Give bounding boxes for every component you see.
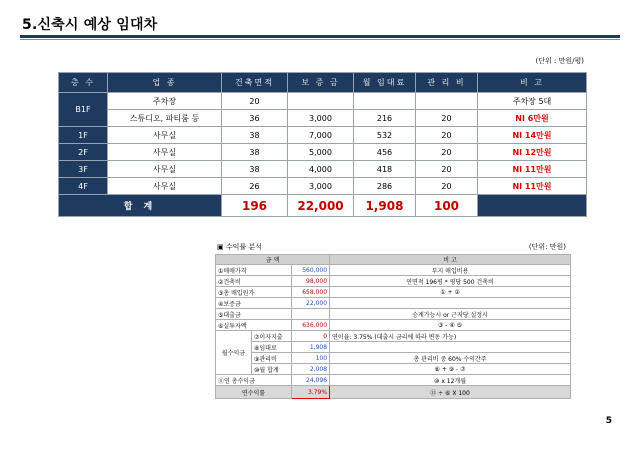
mgmt-cell: 20 [416, 127, 478, 144]
mgmt-cell [416, 93, 478, 110]
final-yield-label: 연수익률 [216, 386, 292, 399]
table-row [59, 110, 587, 127]
area-cell: 38 [222, 161, 288, 178]
note-cell: NI 12만원 [478, 144, 587, 161]
note-cell: NI 11만원 [478, 178, 587, 195]
final-yield-note: ⑪ ÷ ⑥ X 100 [330, 386, 571, 399]
row-label: ⑦이자지출 [252, 331, 292, 342]
table-row [59, 161, 587, 178]
total-mgmt: 100 [416, 195, 478, 217]
rent-cell: 286 [354, 178, 416, 195]
title-divider [20, 35, 620, 38]
col-area: 건축면적 [222, 73, 288, 93]
col-use: 업 종 [108, 73, 222, 93]
total-row [59, 195, 587, 217]
title-divider-thin [20, 39, 620, 40]
table-row [216, 287, 571, 298]
area-cell: 38 [222, 144, 288, 161]
row-note: ① + ② [330, 287, 571, 298]
lease-table [58, 72, 587, 217]
area-cell: 20 [222, 93, 288, 110]
lease-table-header [59, 73, 587, 93]
final-yield-value: 3.79% [292, 386, 330, 399]
total-note-empty [478, 195, 587, 217]
rent-cell: 456 [354, 144, 416, 161]
page-title: 5.신축시 예상 임대차 [22, 17, 158, 33]
table-row [216, 375, 571, 386]
area-cell: 38 [222, 127, 288, 144]
row-value: 22,000 [292, 298, 330, 309]
col-mgmt: 관 리 비 [416, 73, 478, 93]
use-cell: 사무실 [108, 144, 222, 161]
use-cell: 주차장 [108, 93, 222, 110]
table-row [59, 178, 587, 195]
row-label: ⑩월 합계 [252, 364, 292, 375]
yield-title: ▣ 수익률 분석 [217, 243, 262, 251]
table-row [216, 331, 571, 342]
table-row [59, 144, 587, 161]
mgmt-cell: 20 [416, 144, 478, 161]
deposit-cell: 5,000 [288, 144, 354, 161]
note-cell: NI 6만원 [478, 110, 587, 127]
area-cell: 26 [222, 178, 288, 195]
row-value: 2,008 [292, 364, 330, 375]
total-label: 합 계 [59, 195, 222, 217]
unit-note: (단위 : 만원/평) [535, 57, 584, 65]
deposit-cell: 4,000 [288, 161, 354, 178]
row-label: ②건축비 [216, 276, 292, 287]
amount-header: 금 액 [216, 255, 330, 265]
final-yield-row [216, 386, 571, 399]
use-cell: 사무실 [108, 178, 222, 195]
area-cell: 36 [222, 110, 288, 127]
row-value: 560,000 [292, 265, 330, 276]
total-area: 196 [222, 195, 288, 217]
col-rent: 월 임대료 [354, 73, 416, 93]
deposit-cell: 7,000 [288, 127, 354, 144]
total-rent: 1,908 [354, 195, 416, 217]
yield-table [215, 254, 571, 399]
page-number: 5 [605, 416, 612, 426]
row-value [292, 309, 330, 320]
mgmt-cell: 20 [416, 161, 478, 178]
col-floor: 층 수 [59, 73, 108, 93]
deposit-cell: 3,000 [288, 110, 354, 127]
row-value: 0 [292, 331, 330, 342]
row-note: ⑧ + ⑨ - ⑦ [330, 364, 571, 375]
rent-cell: 418 [354, 161, 416, 178]
row-value: 1,908 [292, 342, 330, 353]
floor-cell: 1F [59, 127, 108, 144]
row-value: 658,000 [292, 287, 330, 298]
floor-cell: B1F [59, 93, 108, 127]
note-header: 비 고 [330, 255, 571, 265]
row-label: ③총 매입원가 [216, 287, 292, 298]
row-note [330, 298, 571, 309]
rent-cell: 532 [354, 127, 416, 144]
row-label: ⑧임대료 [252, 342, 292, 353]
rent-cell [354, 93, 416, 110]
row-value: 636,000 [292, 320, 330, 331]
yield-table-header [216, 255, 571, 265]
group-label: 월수익금 [216, 331, 252, 375]
mgmt-cell: 20 [416, 110, 478, 127]
use-cell: 사무실 [108, 127, 222, 144]
use-cell: 사무실 [108, 161, 222, 178]
table-row [216, 353, 571, 364]
row-note: 부지 매입비용 [330, 265, 571, 276]
yield-unit: (단위: 만원) [528, 243, 566, 251]
table-row [216, 265, 571, 276]
deposit-cell [288, 93, 354, 110]
row-label: ⑨관리비 [252, 353, 292, 364]
row-label: ⑥실투자액 [216, 320, 292, 331]
note-cell: 주차장 5대 [478, 93, 587, 110]
row-label: ①매매가격 [216, 265, 292, 276]
total-deposit: 22,000 [288, 195, 354, 217]
row-note: ⑩ x 12개월 [330, 375, 571, 386]
floor-cell: 4F [59, 178, 108, 195]
table-row [216, 364, 571, 375]
deposit-cell: 3,000 [288, 178, 354, 195]
row-label: ④보증금 [216, 298, 292, 309]
row-value: 24,096 [292, 375, 330, 386]
floor-cell: 2F [59, 144, 108, 161]
table-row [216, 342, 571, 353]
note-cell: NI 11만원 [478, 161, 587, 178]
row-note: 승계가능시 or 근저당 설정시 [330, 309, 571, 320]
use-cell: 스튜디오, 파티룸 등 [108, 110, 222, 127]
row-note: 연면적 196평 * 평당 500 건축비 [330, 276, 571, 287]
col-note: 비 고 [478, 73, 587, 93]
table-row [216, 298, 571, 309]
col-deposit: 보 증 금 [288, 73, 354, 93]
mgmt-cell: 20 [416, 178, 478, 195]
row-note: 연이율: 3.75% (대출시 금리에 따라 변동 가능) [330, 331, 571, 342]
note-cell: NI 14만원 [478, 127, 587, 144]
row-note [330, 342, 571, 353]
row-value: 98,000 [292, 276, 330, 287]
row-label: ⑪연 총수익금 [216, 375, 292, 386]
table-row [59, 127, 587, 144]
row-note: ③ - ④ ⑤ [330, 320, 571, 331]
rent-cell: 216 [354, 110, 416, 127]
floor-cell: 3F [59, 161, 108, 178]
yield-header [215, 240, 570, 254]
table-row [59, 93, 587, 110]
row-label: ⑤대출금 [216, 309, 292, 320]
row-value: 100 [292, 353, 330, 364]
table-row [216, 276, 571, 287]
table-row [216, 309, 571, 320]
yield-analysis [215, 240, 570, 408]
table-row [216, 320, 571, 331]
row-note: 총 관리비 중 60% 수익간주 [330, 353, 571, 364]
